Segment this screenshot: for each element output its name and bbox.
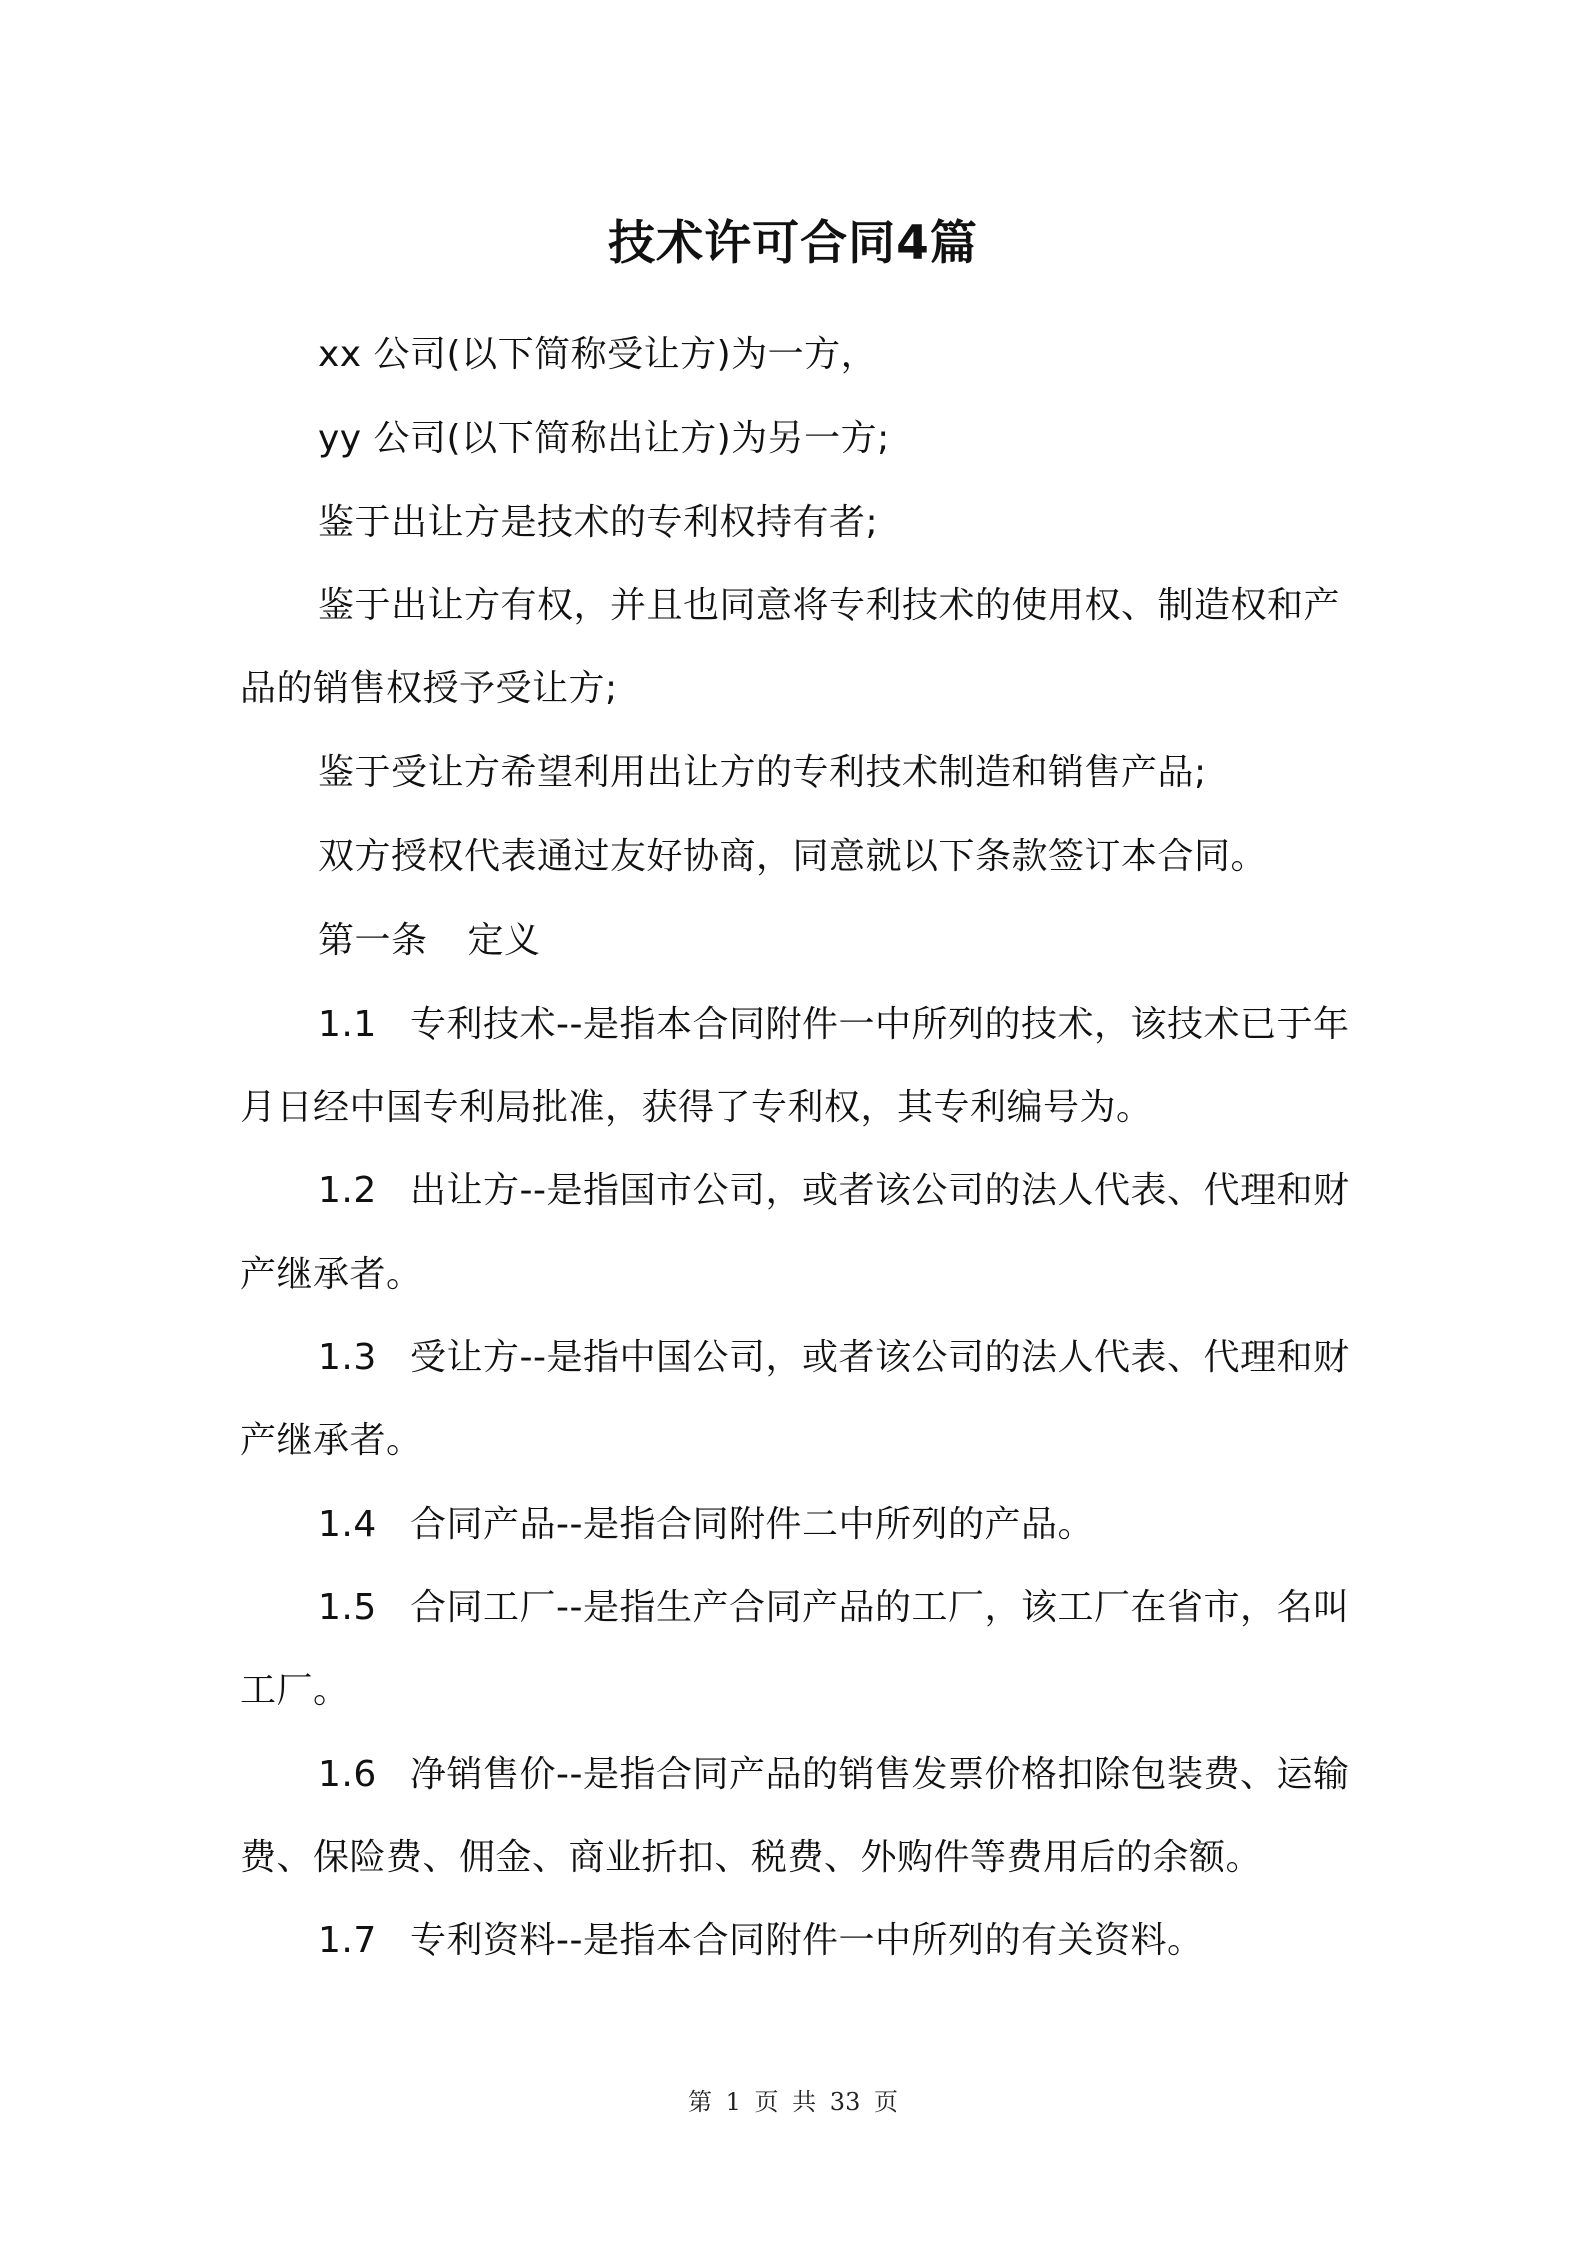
clause-line xyxy=(318,1500,1094,1550)
clause-text: 专利资料--是指本合同附件一中所列的有关资料。 xyxy=(410,1920,1204,1961)
clause-line xyxy=(318,1583,1349,1633)
clause-continuation: 工厂。 xyxy=(240,1670,350,1711)
clause-number: 1.5 xyxy=(318,1587,377,1628)
clause-continuation: 产继承者。 xyxy=(240,1420,423,1461)
clause-text: 受让方--是指中国公司，或者该公司的法人代表、代理和财 xyxy=(410,1337,1350,1378)
clause-line xyxy=(318,1333,1349,1383)
recital-line: 鉴于受让方希望利用出让方的专利技术制造和销售产品; xyxy=(318,752,1207,793)
article-heading xyxy=(318,916,541,966)
clause-continuation: 产继承者。 xyxy=(240,1254,423,1295)
clause-continuation: 费、保险费、佣金、商业折扣、税费、外购件等费用后的余额。 xyxy=(240,1837,1263,1878)
recital-line: 品的销售权授予受让方; xyxy=(240,668,618,709)
clause-number: 1.6 xyxy=(318,1754,377,1795)
article-title: 定义 xyxy=(467,920,541,961)
clause-line xyxy=(318,1916,1203,1966)
clause-text: 净销售价--是指合同产品的销售发票价格扣除包装费、运输 xyxy=(410,1754,1350,1795)
page-footer: 第 1 页 共 33 页 xyxy=(688,2088,898,2116)
clause-line xyxy=(318,1750,1349,1800)
clause-text: 专利技术--是指本合同附件一中所列的技术，该技术已于年 xyxy=(410,1004,1350,1045)
party-b-line: yy 公司(以下简称出让方)为另一方; xyxy=(318,418,890,459)
clause-text: 出让方--是指国市公司，或者该公司的法人代表、代理和财 xyxy=(410,1170,1350,1211)
recital-line: 鉴于出让方有权，并且也同意将专利技术的使用权、制造权和产 xyxy=(318,585,1341,626)
clause-number: 1.7 xyxy=(318,1920,377,1961)
clause-number: 1.3 xyxy=(318,1337,377,1378)
clause-number: 1.4 xyxy=(318,1504,377,1545)
document-title: 技术许可合同4篇 xyxy=(608,216,978,271)
clause-number: 1.1 xyxy=(318,1004,377,1045)
clause-text: 合同工厂--是指生产合同产品的工厂，该工厂在省市，名叫 xyxy=(410,1587,1350,1628)
clause-text: 合同产品--是指合同附件二中所列的产品。 xyxy=(410,1504,1094,1545)
clause-line xyxy=(318,1166,1349,1216)
recital-line: 鉴于出让方是技术的专利权持有者; xyxy=(318,502,879,543)
clause-line xyxy=(318,1000,1349,1050)
article-number: 第一条 xyxy=(318,920,428,961)
clause-continuation: 月日经中国专利局批准，获得了专利权，其专利编号为。 xyxy=(240,1087,1153,1128)
clause-number: 1.2 xyxy=(318,1170,377,1211)
party-a-line: xx 公司(以下简称受让方)为一方， xyxy=(318,334,878,375)
recital-line: 双方授权代表通过友好协商，同意就以下条款签订本合同。 xyxy=(318,836,1268,877)
